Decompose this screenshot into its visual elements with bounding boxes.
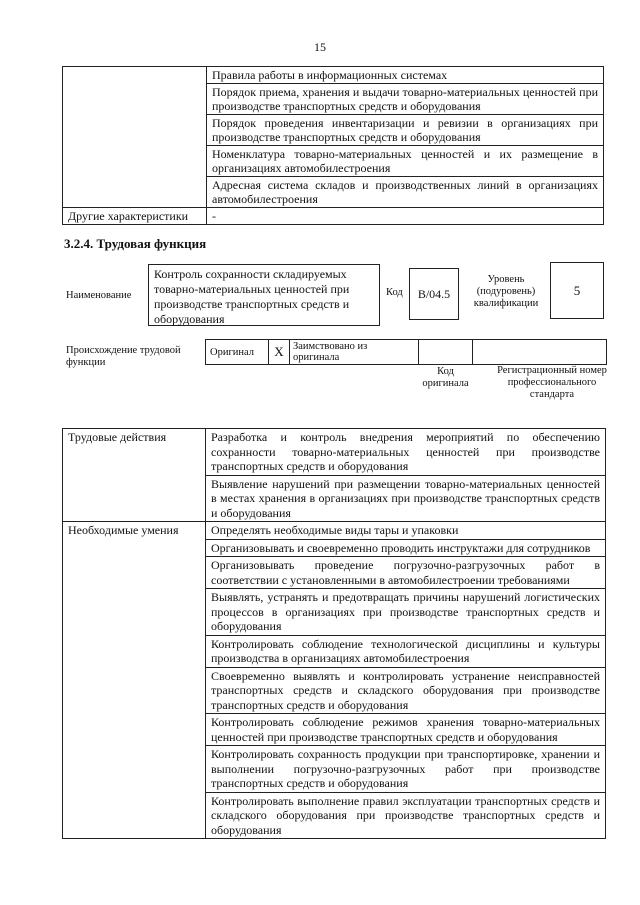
- skill-item: Контролировать выполнение правил эксплуатации транспортных средств и складского оборудования при производстве транспортных средств и оборудования: [206, 792, 606, 839]
- skill-item: Выявлять, устранять и предотвращать причины нарушений логистических процессов в организациях при производстве транспортных средств и оборудования: [206, 589, 606, 636]
- table-row: [63, 522, 606, 540]
- function-code-box: B/04.5: [409, 268, 459, 320]
- original-code-cell: [418, 339, 473, 365]
- original-mark: X: [268, 339, 290, 365]
- knowledge-item: Порядок проведения инвентаризации и ревизии в организациях при производстве транспортных средств и оборудования: [207, 115, 604, 146]
- labor-action-item: Выявление нарушений при размещении товарно-материальных ценностей в местах хранения в организациях при производстве транспортных средств и оборудования: [206, 475, 606, 522]
- knowledge-table-continuation: [62, 66, 604, 225]
- skill-item: Организовывать проведение погрузочно-разгрузочных работ в соответствии с установленными в автомобилестроении требованиями: [206, 557, 606, 589]
- code-label: Код: [386, 287, 403, 298]
- knowledge-item: Адресная система складов и производственных линий в организациях автомобилестроения: [207, 177, 604, 208]
- knowledge-item: Правила работы в информационных системах: [207, 67, 604, 84]
- registration-number-caption: Регистрационный номер профессионального стандарта: [497, 365, 607, 400]
- skill-item: Организовывать и своевременно проводить инструктажи для сотрудников: [206, 539, 606, 557]
- original-label: Оригинал: [205, 339, 269, 365]
- skill-item: Своевременно выявлять и контролировать устранение неисправностей транспортных средств и складского оборудования при производстве транспортных средств и оборудования: [206, 667, 606, 714]
- original-code-caption: Код оригинала: [422, 366, 469, 389]
- labor-actions-label: Трудовые действия: [63, 429, 206, 522]
- origin-label: Происхождение трудовой функции: [66, 345, 181, 368]
- skill-item: Контролировать соблюдение технологической дисциплины и культуры производства в организациях автомобилестроения: [206, 635, 606, 667]
- registration-number-cell: [472, 339, 607, 365]
- level-label: Уровень (подуровень) квалификации: [473, 274, 539, 309]
- borrowed-label: Заимствовано из оригинала: [289, 339, 419, 365]
- function-name-box: Контроль сохранности складируемых товарно-материальных ценностей при производстве транспортных средств и оборудования: [148, 264, 380, 326]
- skill-item: Контролировать соблюдение режимов хранения товарно-материальных ценностей при производстве транспортных средств и оборудования: [206, 714, 606, 746]
- knowledge-item: Номенклатура товарно-материальных ценностей и их размещение в организациях автомобилестроения: [207, 146, 604, 177]
- other-characteristics-label: Другие характеристики: [63, 208, 207, 225]
- section-title: 3.2.4. Трудовая функция: [64, 236, 207, 251]
- required-skills-label: Необходимые умения: [63, 522, 206, 839]
- origin-row: [205, 339, 607, 365]
- knowledge-item: Порядок приема, хранения и выдачи товарно-материальных ценностей при производстве транспортных средств и оборудования: [207, 84, 604, 115]
- page-number: 15: [314, 40, 326, 54]
- labor-function-table: [62, 428, 606, 839]
- qualification-level-box: 5: [550, 262, 604, 319]
- labor-action-item: Разработка и контроль внедрения мероприятий по обеспечению сохранности товарно-материальных ценностей при производстве транспортных средств и оборудования: [206, 429, 606, 476]
- skill-item: Контролировать сохранность продукции при транспортировке, хранении и выполнении погрузочно-разгрузочных работ при производстве транспортных средств и оборудования: [206, 746, 606, 793]
- table-row: [63, 67, 604, 84]
- name-label: Наименование: [66, 290, 132, 301]
- other-characteristics-value: -: [207, 208, 604, 225]
- skill-item: Определять необходимые виды тары и упаковки: [206, 522, 606, 540]
- table-row: [63, 208, 604, 225]
- empty-label-cell: [63, 67, 207, 208]
- table-row: [63, 429, 606, 476]
